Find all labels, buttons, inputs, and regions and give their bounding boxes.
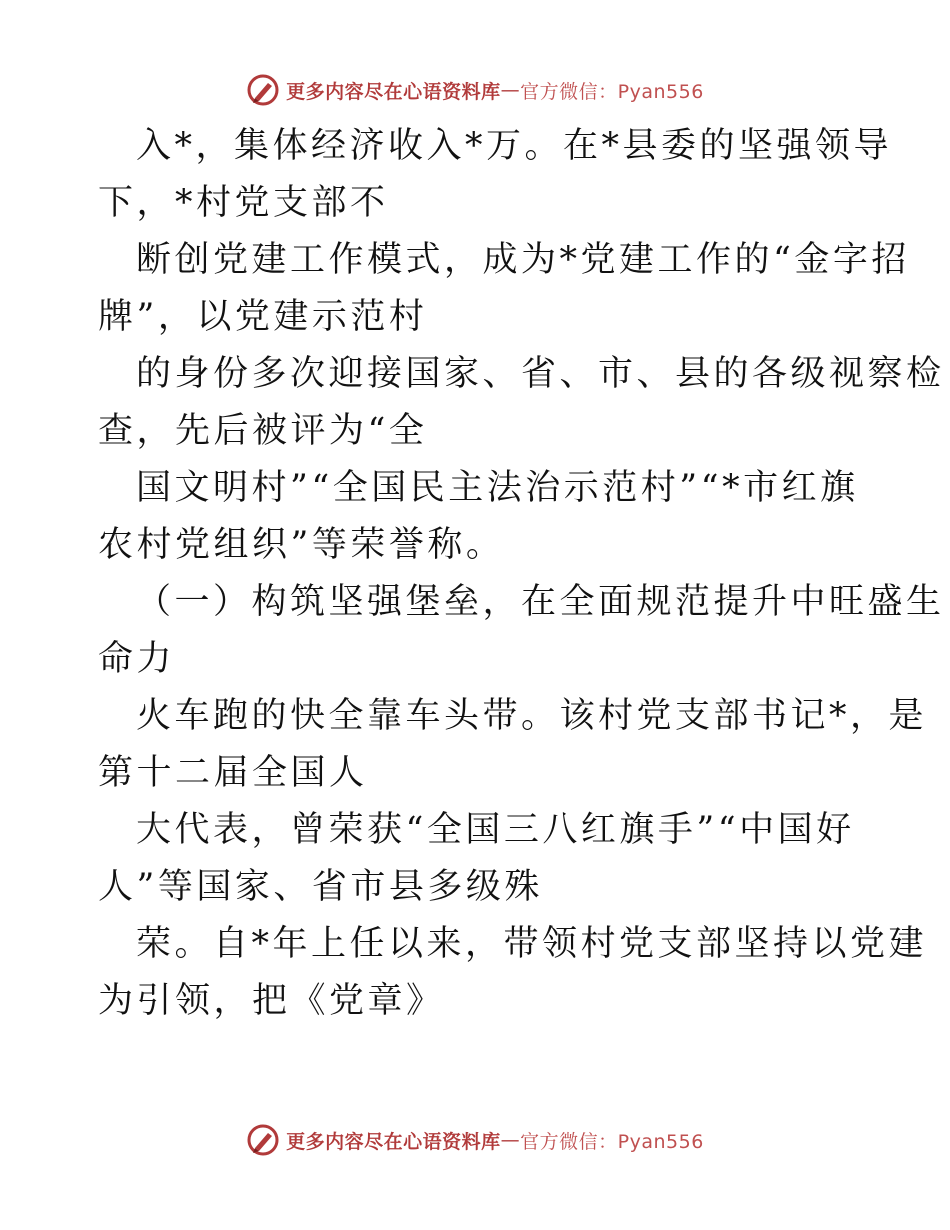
banner-dash: — <box>500 79 521 101</box>
section-heading-line: （一）构筑坚强堡垒，在全面规范提升中旺盛生 <box>136 582 945 622</box>
footer-banner <box>0 1120 950 1160</box>
text-line: 查，先后被评为“全 <box>98 411 428 451</box>
banner-site-name: 更多内容尽在心语资料库 <box>286 80 501 103</box>
text-line: 第十二届全国人 <box>98 753 368 793</box>
pen-circle-logo-icon <box>246 73 280 107</box>
header-banner <box>0 70 950 110</box>
text-line: 为引领，把《党章》 <box>98 981 445 1021</box>
text-line: 人”等国家、省市县多级殊 <box>98 867 543 907</box>
banner-dash: — <box>500 1129 521 1151</box>
text-line: 荣。自*年上任以来，带领村党支部坚持以党建 <box>136 924 928 964</box>
text-line: 下，*村党支部不 <box>98 183 389 223</box>
text-line: 断创党建工作模式，成为*党建工作的“金字招 <box>136 240 910 280</box>
banner-wechat: 官方微信：Pyan556 <box>520 1130 704 1153</box>
text-line: 的身份多次迎接国家、省、市、县的各级视察检 <box>136 354 945 394</box>
banner-wechat: 官方微信：Pyan556 <box>520 80 704 103</box>
text-line: 大代表，曾荣获“全国三八红旗手”“中国好 <box>136 810 855 850</box>
text-line: 入*，集体经济收入*万。在*县委的坚强领导 <box>136 126 893 166</box>
document-body <box>98 118 945 1030</box>
text-line: 国文明村”“全国民主法治示范村”“*市红旗 <box>136 468 859 508</box>
text-line: 火车跑的快全靠车头带。该村党支部书记*，是 <box>136 696 928 736</box>
text-line: 农村党组织”等荣誉称。 <box>98 525 505 565</box>
pen-circle-logo-icon <box>246 1123 280 1157</box>
banner-site-name: 更多内容尽在心语资料库 <box>286 1130 501 1153</box>
section-heading-line: 命力 <box>98 639 176 679</box>
text-line: 牌”，以党建示范村 <box>98 297 428 337</box>
